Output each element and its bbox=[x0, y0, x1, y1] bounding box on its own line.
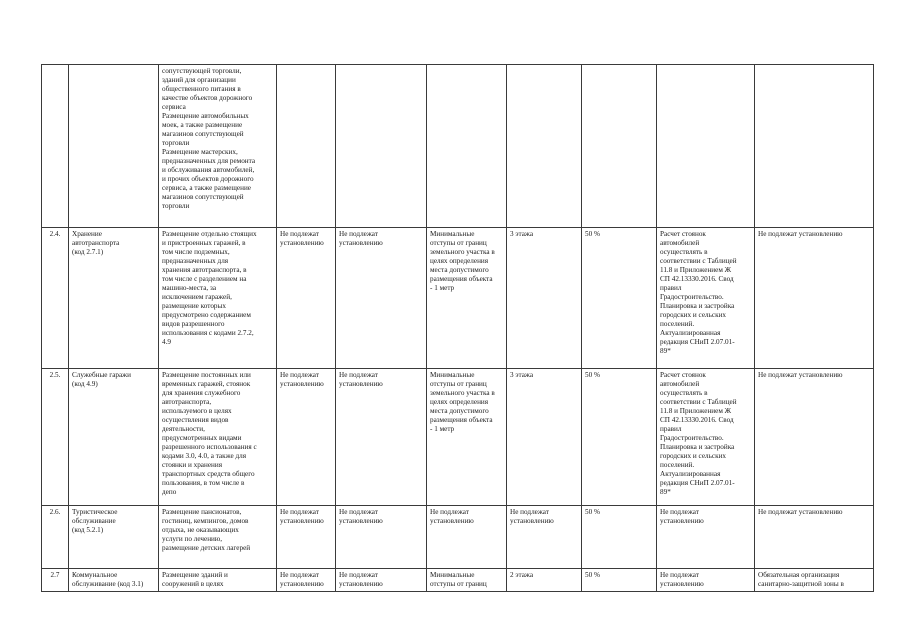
cell-text-line: установлению bbox=[660, 580, 704, 588]
cell-text-line: Служебные гаражи bbox=[72, 371, 131, 379]
cell-text-line: целях определения bbox=[430, 257, 489, 265]
setback-cell bbox=[427, 569, 507, 592]
cell-text-line: машино-места, за bbox=[162, 284, 217, 292]
cell-text-line: осуществлять в bbox=[660, 248, 708, 256]
use-name-cell bbox=[69, 228, 159, 369]
cell-text-line: - 1 метр bbox=[430, 425, 455, 433]
cell-text-line: Размещение зданий и bbox=[162, 571, 228, 579]
cell-text-line: обслуживание bbox=[72, 517, 116, 525]
cell-text-line: отступы от границ bbox=[430, 380, 487, 388]
cell-text-line: Градостроительство. bbox=[660, 293, 724, 301]
cell-text-line: земельного участка в bbox=[430, 389, 495, 397]
cell-text-line: поселений. bbox=[660, 461, 695, 469]
cell-text-line: хранения автотранспорта, в bbox=[162, 266, 247, 274]
regulations-table bbox=[41, 64, 874, 592]
cell-text-line: видов разрешенного bbox=[162, 320, 225, 328]
min-plot-size-cell bbox=[277, 506, 336, 569]
cell-text-line: установлению bbox=[339, 380, 383, 388]
use-description-cell bbox=[159, 228, 277, 369]
cell-text-line: 50 % bbox=[585, 508, 600, 516]
cell-text-line: отступы от границ bbox=[430, 239, 487, 247]
cell-text-line: депо bbox=[162, 488, 177, 496]
cell-text-line: пользования, в том числе в bbox=[162, 479, 245, 487]
cell-text-line: 4.9 bbox=[162, 338, 171, 346]
cell-text-line: Не подлежат bbox=[280, 230, 319, 238]
cell-text-line: СП 42.13330.2016. Свод bbox=[660, 275, 734, 283]
cell-text-line: Не подлежат bbox=[280, 371, 319, 379]
cell-text-line: 50 % bbox=[585, 371, 600, 379]
cell-text-line: соответствии с Таблицей bbox=[660, 257, 737, 265]
coverage-percent-cell bbox=[582, 369, 657, 506]
cell-text-line: земельного участка в bbox=[430, 248, 495, 256]
use-name-cell bbox=[69, 369, 159, 506]
cell-text-line: городских и сельских bbox=[660, 311, 727, 319]
cell-text-line: магазинов сопутствующей bbox=[162, 130, 244, 138]
cell-text-line: стоянки и хранения bbox=[162, 461, 223, 469]
cell-text-line: Не подлежат bbox=[339, 508, 378, 516]
cell-text-line: установлению bbox=[280, 239, 324, 247]
cell-text-line: и прочих объектов дорожного bbox=[162, 175, 254, 183]
max-plot-size-cell bbox=[336, 506, 427, 569]
cell-text-line: отступы от границ bbox=[430, 580, 487, 588]
restrictions-cell bbox=[755, 369, 874, 506]
cell-text-line: 3 этажа bbox=[510, 230, 534, 238]
table-row bbox=[42, 506, 874, 569]
cell-text-line: Не подлежат bbox=[660, 571, 699, 579]
cell-text-line: Расчет стоянок bbox=[660, 230, 706, 238]
cell-text-line: и обслуживания автомобилей, bbox=[162, 166, 255, 174]
cell-text-line: - 1 метр bbox=[430, 284, 455, 292]
max-floors-cell bbox=[507, 228, 582, 369]
cell-text-line: автомобилей bbox=[660, 239, 700, 247]
cell-text-line: временных гаражей, стоянок bbox=[162, 380, 251, 388]
cell-text-line: Минимальные bbox=[430, 371, 475, 379]
cell-text-line: 11.8 и Приложением Ж bbox=[660, 407, 732, 415]
cell-text-line: разрешенного использования с bbox=[162, 443, 257, 451]
cell-text-line: места допустимого bbox=[430, 266, 489, 274]
cell-text-line: редакция СНиП 2.07.01- bbox=[660, 338, 735, 346]
min-plot-size-cell bbox=[277, 369, 336, 506]
cell-text-line: Не подлежат bbox=[660, 508, 699, 516]
restrictions-cell bbox=[755, 65, 874, 228]
setback-cell bbox=[427, 65, 507, 228]
row-number: 2.7 bbox=[50, 571, 60, 579]
use-name-cell bbox=[69, 569, 159, 592]
cell-text-line: Актуализированная bbox=[660, 470, 721, 478]
parking-calculation-cell bbox=[657, 369, 755, 506]
cell-text-line: Размещение пансионатов, bbox=[162, 508, 242, 516]
cell-text-line: Не подлежат bbox=[280, 508, 319, 516]
cell-text-line: предусмотренных видами bbox=[162, 434, 242, 442]
cell-text-line: Градостроительство. bbox=[660, 434, 724, 442]
cell-text-line: обслуживание (код 3.1) bbox=[72, 580, 144, 588]
cell-text-line: Не подлежат установлению bbox=[758, 230, 843, 238]
cell-text-line: санитарно-защитной зоны в bbox=[758, 580, 844, 588]
cell-text-line: 89* bbox=[660, 488, 671, 496]
cell-text-line: Планировка и застройка bbox=[660, 302, 735, 310]
cell-text-line: Размещение автомобильных bbox=[162, 112, 249, 120]
cell-text-line: правил bbox=[660, 284, 682, 292]
coverage-percent-cell bbox=[582, 228, 657, 369]
setback-cell bbox=[427, 228, 507, 369]
restrictions-cell bbox=[755, 228, 874, 369]
cell-text-line: установлению bbox=[660, 517, 704, 525]
cell-text-line: Размещение отдельно стоящих bbox=[162, 230, 257, 238]
row-number: 2.6. bbox=[49, 508, 61, 516]
cell-text-line: (код 4.9) bbox=[72, 380, 98, 388]
cell-text-line: осуществления видов bbox=[162, 416, 229, 424]
cell-text-line: том числе с разделением на bbox=[162, 275, 247, 283]
table-row bbox=[42, 369, 874, 506]
cell-text-line: Минимальные bbox=[430, 571, 475, 579]
cell-text-line: места допустимого bbox=[430, 407, 489, 415]
cell-text-line: магазинов сопутствующей bbox=[162, 193, 244, 201]
cell-text-line: 50 % bbox=[585, 230, 600, 238]
row-number-cell bbox=[42, 369, 69, 506]
cell-text-line: использования с кодами 2.7.2, bbox=[162, 329, 254, 337]
row-number-cell bbox=[42, 228, 69, 369]
max-plot-size-cell bbox=[336, 228, 427, 369]
cell-text-line: и пристроенных гаражей, в bbox=[162, 239, 246, 247]
max-plot-size-cell bbox=[336, 65, 427, 228]
cell-text-line: Планировка и застройка bbox=[660, 443, 735, 451]
cell-text-line: Не подлежат bbox=[430, 508, 469, 516]
cell-text-line: Хранение bbox=[72, 230, 102, 238]
cell-text-line: Актуализированная bbox=[660, 329, 721, 337]
cell-text-line: предназначенных для bbox=[162, 257, 229, 265]
cell-text-line: размещения объекта bbox=[430, 275, 493, 283]
restrictions-cell bbox=[755, 506, 874, 569]
cell-text-line: транспортных средств общего bbox=[162, 470, 255, 478]
cell-text-line: (код 5.2.1) bbox=[72, 526, 104, 534]
cell-text-line: Не подлежат установлению bbox=[758, 508, 843, 516]
cell-text-line: Размещение мастерских, bbox=[162, 148, 238, 156]
cell-text-line: размещение детских лагерей bbox=[162, 544, 251, 552]
cell-text-line: общественного питания в bbox=[162, 85, 241, 93]
cell-text-line: кодами 3.0, 4.0, а также для bbox=[162, 452, 247, 460]
cell-text-line: сооружений в целях bbox=[162, 580, 224, 588]
parking-calculation-cell bbox=[657, 506, 755, 569]
row-number: 2.4. bbox=[49, 230, 61, 238]
max-floors-cell bbox=[507, 65, 582, 228]
parking-calculation-cell bbox=[657, 65, 755, 228]
row-number-cell bbox=[42, 506, 69, 569]
max-floors-cell bbox=[507, 369, 582, 506]
min-plot-size-cell bbox=[277, 569, 336, 592]
cell-text-line: правил bbox=[660, 425, 682, 433]
row-number-cell bbox=[42, 569, 69, 592]
cell-text-line: сервиса, а также размещение bbox=[162, 184, 251, 192]
setback-cell bbox=[427, 506, 507, 569]
max-floors-cell bbox=[507, 506, 582, 569]
cell-text-line: моек, а также размещение bbox=[162, 121, 243, 129]
use-name-cell bbox=[69, 65, 159, 228]
cell-text-line: соответствии с Таблицей bbox=[660, 398, 737, 406]
cell-text-line: Обязательная организация bbox=[758, 571, 840, 579]
cell-text-line: редакция СНиП 2.07.01- bbox=[660, 479, 735, 487]
min-plot-size-cell bbox=[277, 228, 336, 369]
cell-text-line: сервиса bbox=[162, 103, 186, 111]
cell-text-line: гостиниц, кемпингов, домов bbox=[162, 517, 249, 525]
cell-text-line: предусмотрено содержанием bbox=[162, 311, 251, 319]
cell-text-line: торговли bbox=[162, 202, 190, 210]
cell-text-line: услуги по лечению, bbox=[162, 535, 223, 543]
cell-text-line: сопутствующей торговли, bbox=[162, 67, 242, 75]
row-number: 2.5. bbox=[49, 371, 61, 379]
coverage-percent-cell bbox=[582, 569, 657, 592]
use-description-cell bbox=[159, 569, 277, 592]
table-row bbox=[42, 65, 874, 228]
cell-text-line: 2 этажа bbox=[510, 571, 534, 579]
cell-text-line: торговли bbox=[162, 139, 190, 147]
cell-text-line: установлению bbox=[430, 517, 474, 525]
cell-text-line: 3 этажа bbox=[510, 371, 534, 379]
cell-text-line: Размещение постоянных или bbox=[162, 371, 251, 379]
cell-text-line: зданий для организации bbox=[162, 76, 236, 84]
parking-calculation-cell bbox=[657, 569, 755, 592]
coverage-percent-cell bbox=[582, 506, 657, 569]
restrictions-cell bbox=[755, 569, 874, 592]
cell-text-line: Коммунальное bbox=[72, 571, 118, 579]
max-floors-cell bbox=[507, 569, 582, 592]
cell-text-line: поселений. bbox=[660, 320, 695, 328]
min-plot-size-cell bbox=[277, 65, 336, 228]
use-description-cell bbox=[159, 506, 277, 569]
parking-calculation-cell bbox=[657, 228, 755, 369]
cell-text-line: установлению bbox=[339, 517, 383, 525]
cell-text-line: отдыха, не оказывающих bbox=[162, 526, 239, 534]
cell-text-line: Не подлежат bbox=[510, 508, 549, 516]
cell-text-line: Не подлежат установлению bbox=[758, 371, 843, 379]
row-number-cell bbox=[42, 65, 69, 228]
cell-text-line: установлению bbox=[280, 580, 324, 588]
cell-text-line: 89* bbox=[660, 347, 671, 355]
cell-text-line: 11.8 и Приложением Ж bbox=[660, 266, 732, 274]
cell-text-line: деятельности, bbox=[162, 425, 205, 433]
cell-text-line: размещения объекта bbox=[430, 416, 493, 424]
table-row bbox=[42, 569, 874, 592]
coverage-percent-cell bbox=[582, 65, 657, 228]
cell-text-line: автомобилей bbox=[660, 380, 700, 388]
cell-text-line: установлению bbox=[280, 380, 324, 388]
cell-text-line: автотранспорта bbox=[72, 239, 120, 247]
cell-text-line: Не подлежат bbox=[339, 230, 378, 238]
cell-text-line: Не подлежат bbox=[280, 571, 319, 579]
cell-text-line: исключением гаражей, bbox=[162, 293, 232, 301]
cell-text-line: размещение которых bbox=[162, 302, 226, 310]
cell-text-line: Не подлежат bbox=[339, 371, 378, 379]
cell-text-line: установлению bbox=[339, 239, 383, 247]
setback-cell bbox=[427, 369, 507, 506]
cell-text-line: автотранспорта, bbox=[162, 398, 212, 406]
use-description-cell bbox=[159, 65, 277, 228]
cell-text-line: целях определения bbox=[430, 398, 489, 406]
cell-text-line: Туристическое bbox=[72, 508, 118, 516]
cell-text-line: осуществлять в bbox=[660, 389, 708, 397]
cell-text-line: установлению bbox=[280, 517, 324, 525]
cell-text-line: СП 42.13330.2016. Свод bbox=[660, 416, 734, 424]
max-plot-size-cell bbox=[336, 369, 427, 506]
cell-text-line: Минимальные bbox=[430, 230, 475, 238]
cell-text-line: Расчет стоянок bbox=[660, 371, 706, 379]
cell-text-line: 50 % bbox=[585, 571, 600, 579]
cell-text-line: предназначенных для ремонта bbox=[162, 157, 256, 165]
cell-text-line: том числе подземных, bbox=[162, 248, 230, 256]
cell-text-line: качестве объектов дорожного bbox=[162, 94, 253, 102]
cell-text-line: для хранения служебного bbox=[162, 389, 241, 397]
cell-text-line: установлению bbox=[339, 580, 383, 588]
max-plot-size-cell bbox=[336, 569, 427, 592]
cell-text-line: используемого в целях bbox=[162, 407, 232, 415]
table-row bbox=[42, 228, 874, 369]
cell-text-line: установлению bbox=[510, 517, 554, 525]
cell-text-line: (код 2.7.1) bbox=[72, 248, 104, 256]
use-description-cell bbox=[159, 369, 277, 506]
use-name-cell bbox=[69, 506, 159, 569]
cell-text-line: городских и сельских bbox=[660, 452, 727, 460]
cell-text-line: Не подлежат bbox=[339, 571, 378, 579]
